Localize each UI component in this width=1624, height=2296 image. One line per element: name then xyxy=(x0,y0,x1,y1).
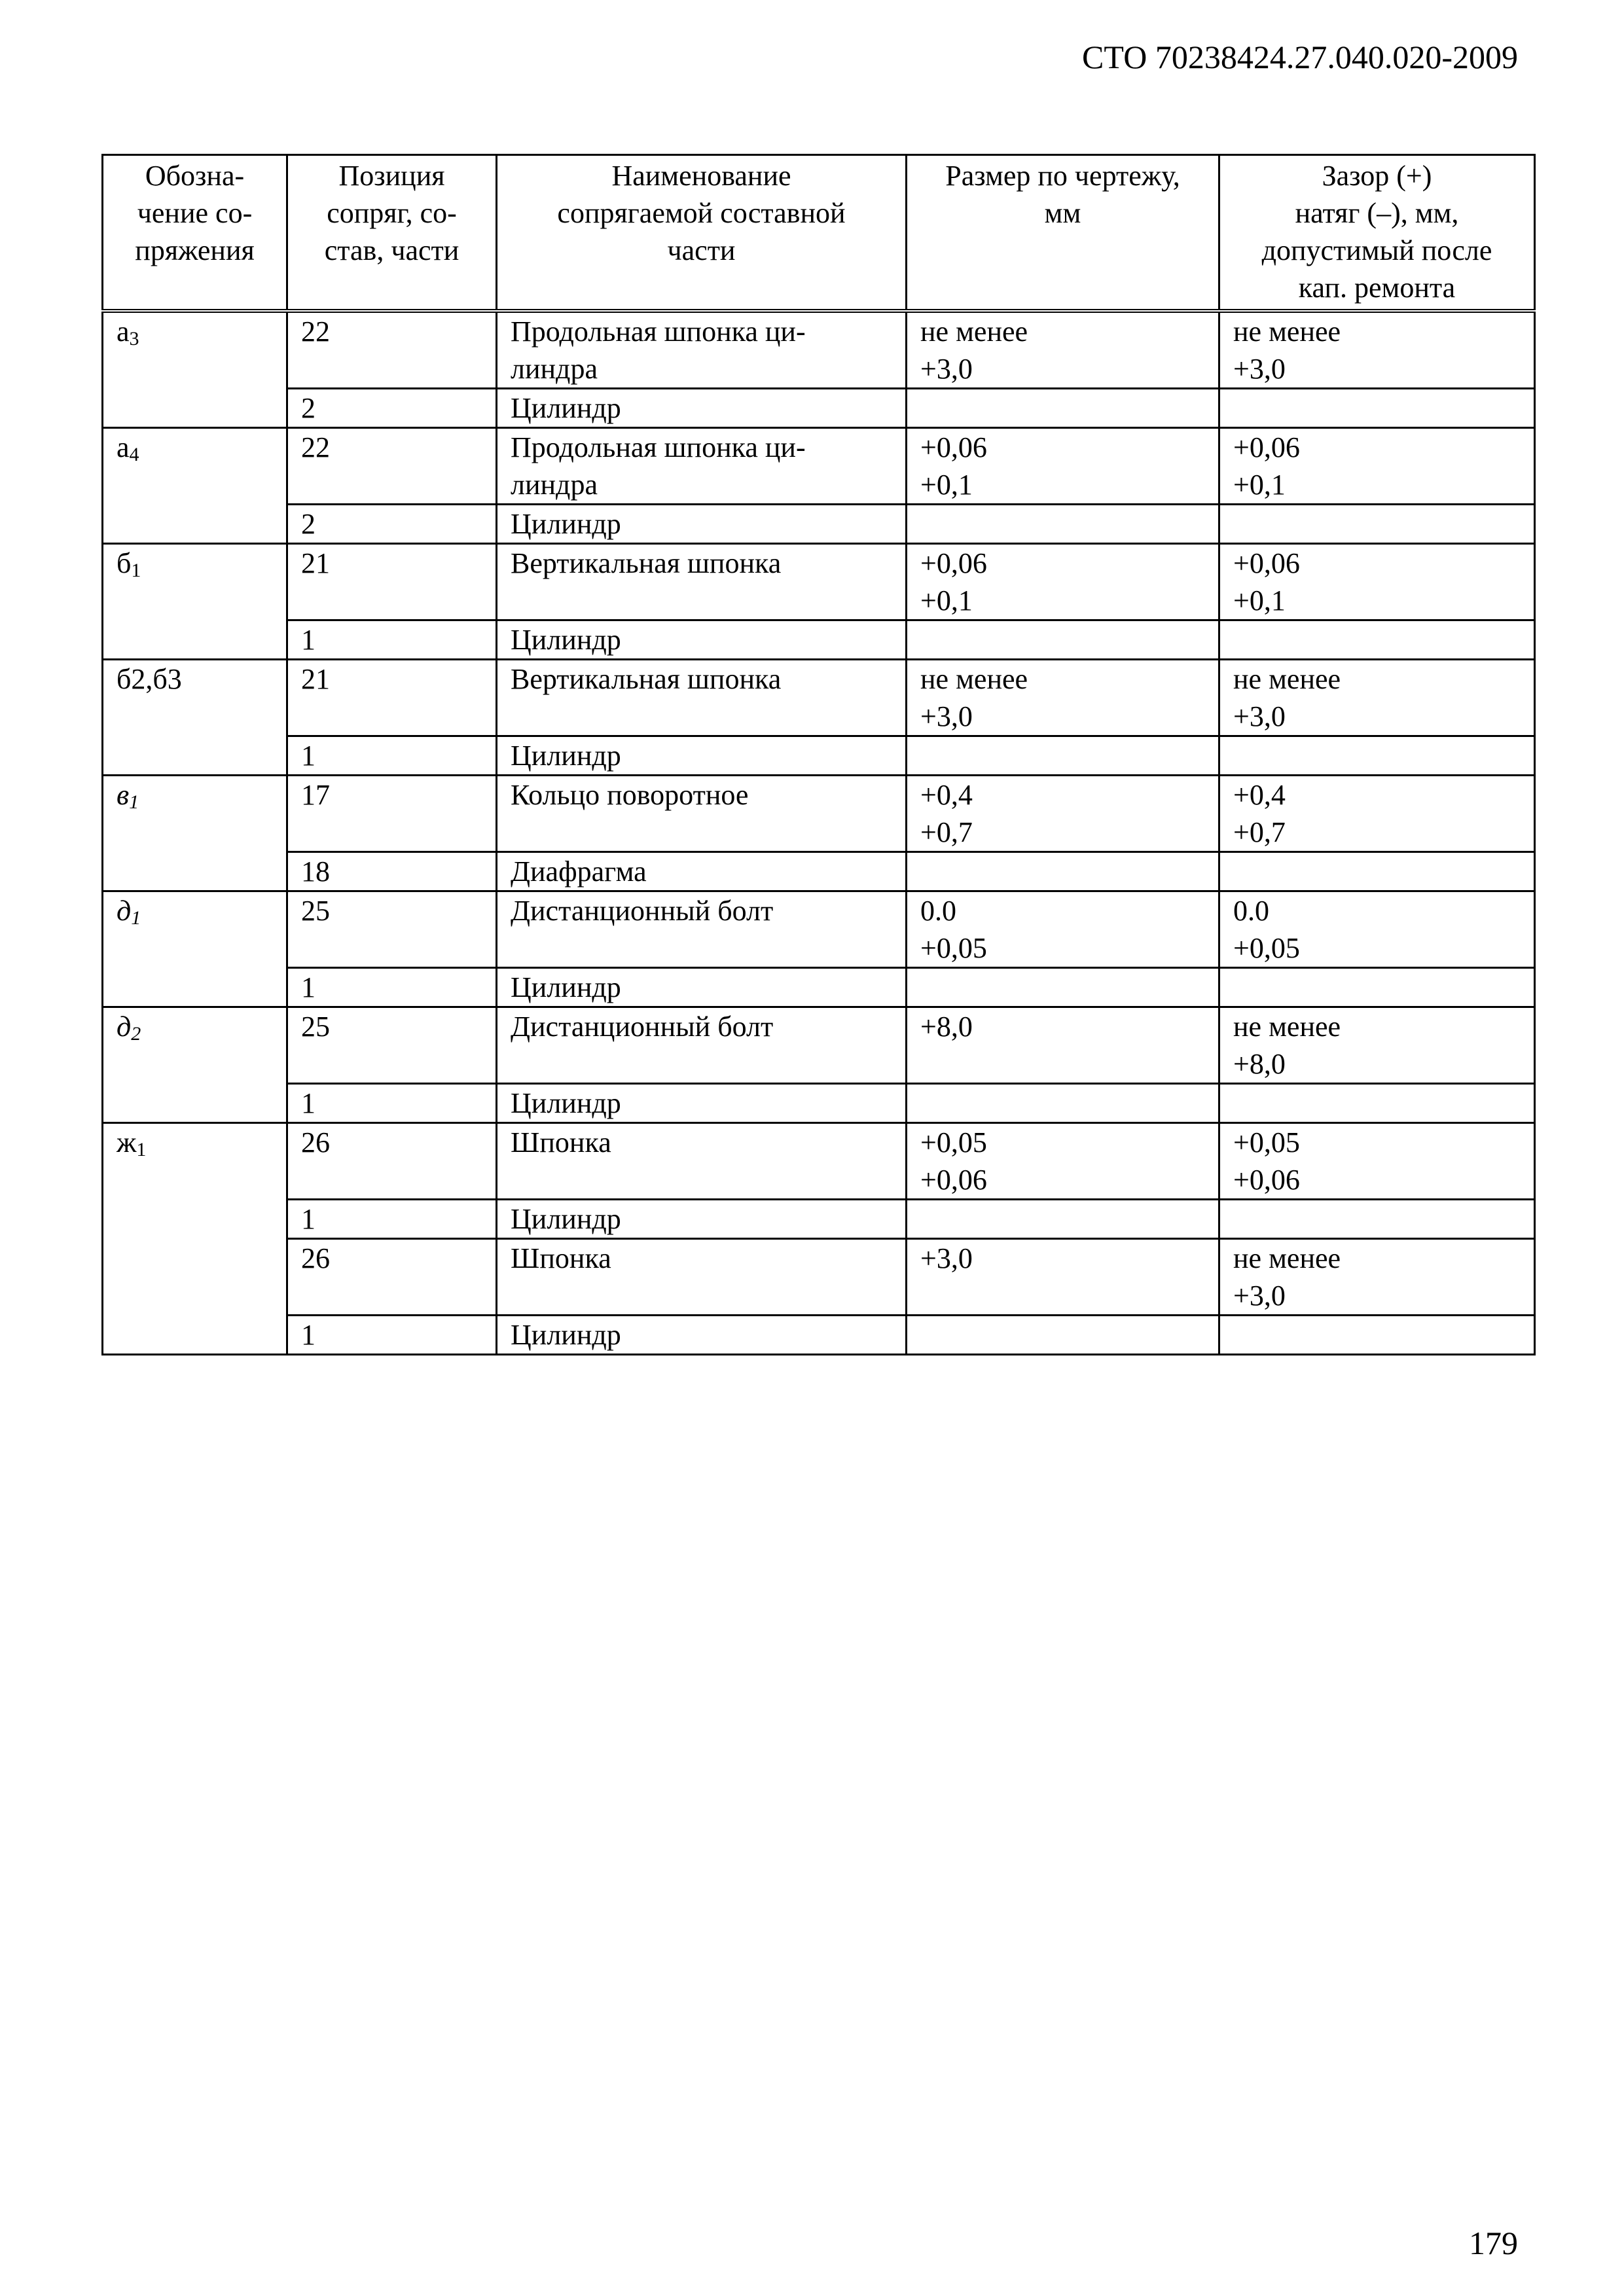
position-cell: 17 xyxy=(287,775,497,852)
drawing-size-cell: +3,0 xyxy=(907,1238,1219,1315)
position-cell: 1 xyxy=(287,967,497,1007)
mating-mark: в xyxy=(117,778,130,811)
position-cell: 18 xyxy=(287,852,497,891)
position-cell: 22 xyxy=(287,427,497,504)
table-row xyxy=(103,427,1535,504)
mating-mark: ж xyxy=(117,1126,137,1158)
position-cell: 2 xyxy=(287,504,497,543)
clearance-cell: не менее +3,0 xyxy=(1219,311,1535,389)
drawing-size-cell: +8,0 xyxy=(907,1007,1219,1083)
position-cell: 21 xyxy=(287,659,497,736)
mating-mark-cell xyxy=(103,775,287,891)
mating-mark-cell xyxy=(103,311,287,428)
clearance-cell xyxy=(1219,388,1535,427)
part-name-cell: Цилиндр xyxy=(497,620,907,659)
position-cell: 21 xyxy=(287,543,497,620)
part-name-cell: Цилиндр xyxy=(497,388,907,427)
clearance-cell: не менее +3,0 xyxy=(1219,659,1535,736)
part-name-cell: Цилиндр xyxy=(497,1083,907,1122)
part-name-cell: Продольная шпонка ци- линдра xyxy=(497,311,907,389)
position-cell: 22 xyxy=(287,311,497,389)
drawing-size-cell xyxy=(907,1315,1219,1354)
clearance-cell: +0,05 +0,06 xyxy=(1219,1122,1535,1199)
part-name-cell: Цилиндр xyxy=(497,736,907,775)
table-row xyxy=(103,852,1535,891)
mating-mark-cell xyxy=(103,659,287,775)
mating-mark: б2,б3 xyxy=(117,662,182,695)
drawing-size-cell: +0,05 +0,06 xyxy=(907,1122,1219,1199)
table-row xyxy=(103,1238,1535,1315)
part-name-cell: Дистанционный болт xyxy=(497,891,907,967)
table-header-row xyxy=(103,155,1535,311)
table-row xyxy=(103,1122,1535,1199)
clearance-cell: не менее +8,0 xyxy=(1219,1007,1535,1083)
column-header-position: Позиция сопряг, со- став, части xyxy=(287,155,497,311)
position-cell: 1 xyxy=(287,620,497,659)
position-cell: 1 xyxy=(287,1083,497,1122)
drawing-size-cell xyxy=(907,1083,1219,1122)
clearance-cell xyxy=(1219,1199,1535,1238)
mating-mark: б xyxy=(117,547,132,579)
part-name-cell: Шпонка xyxy=(497,1122,907,1199)
position-cell: 1 xyxy=(287,1315,497,1354)
column-header-mark: Обозна- чение со- пряжения xyxy=(103,155,287,311)
clearance-cell: +0,4 +0,7 xyxy=(1219,775,1535,852)
part-name-cell: Цилиндр xyxy=(497,1315,907,1354)
drawing-size-cell xyxy=(907,620,1219,659)
mating-mark-subscript: 1 xyxy=(136,1138,147,1160)
part-name-cell: Цилиндр xyxy=(497,967,907,1007)
table-row xyxy=(103,1199,1535,1238)
table-row xyxy=(103,967,1535,1007)
mating-mark: д xyxy=(117,894,132,927)
part-name-cell: Вертикальная шпонка xyxy=(497,659,907,736)
part-name-cell: Диафрагма xyxy=(497,852,907,891)
mating-mark-subscript: 1 xyxy=(131,559,141,581)
mating-mark-subscript: 4 xyxy=(129,443,139,465)
clearance-cell xyxy=(1219,967,1535,1007)
part-name-cell: Шпонка xyxy=(497,1238,907,1315)
document-code: СТО 70238424.27.040.020-2009 xyxy=(1082,39,1518,75)
position-cell: 26 xyxy=(287,1238,497,1315)
table-row xyxy=(103,504,1535,543)
column-header-clearance: Зазор (+) натяг (–), мм, допустимый после кап. ремонта xyxy=(1219,155,1535,311)
clearance-cell xyxy=(1219,852,1535,891)
mating-mark-subscript: 1 xyxy=(129,791,139,813)
mating-mark-cell xyxy=(103,427,287,543)
part-name-cell: Кольцо поворотное xyxy=(497,775,907,852)
drawing-size-cell xyxy=(907,504,1219,543)
table-row xyxy=(103,1007,1535,1083)
clearance-cell xyxy=(1219,1083,1535,1122)
table-row xyxy=(103,388,1535,427)
drawing-size-cell xyxy=(907,388,1219,427)
drawing-size-cell xyxy=(907,852,1219,891)
page-number: 179 xyxy=(1469,2225,1518,2261)
clearance-cell xyxy=(1219,1315,1535,1354)
clearance-cell xyxy=(1219,736,1535,775)
table-row xyxy=(103,311,1535,389)
mating-mark-subscript: 3 xyxy=(129,327,139,350)
table-row xyxy=(103,1083,1535,1122)
mating-mark-subscript: 1 xyxy=(131,906,141,929)
drawing-size-cell xyxy=(907,967,1219,1007)
clearance-cell: +0,06 +0,1 xyxy=(1219,427,1535,504)
mating-mark: а xyxy=(117,431,130,463)
drawing-size-cell: +0,4 +0,7 xyxy=(907,775,1219,852)
part-name-cell: Дистанционный болт xyxy=(497,1007,907,1083)
position-cell: 2 xyxy=(287,388,497,427)
part-name-cell: Продольная шпонка ци- линдра xyxy=(497,427,907,504)
position-cell: 25 xyxy=(287,891,497,967)
table-row xyxy=(103,891,1535,967)
drawing-size-cell: не менее +3,0 xyxy=(907,311,1219,389)
column-header-drawing-size: Размер по чертежу, мм xyxy=(907,155,1219,311)
position-cell: 1 xyxy=(287,1199,497,1238)
mating-mark-subscript: 2 xyxy=(131,1022,141,1045)
clearance-cell: не менее +3,0 xyxy=(1219,1238,1535,1315)
drawing-size-cell xyxy=(907,1199,1219,1238)
drawing-size-cell: +0,06 +0,1 xyxy=(907,427,1219,504)
clearance-cell: 0.0 +0,05 xyxy=(1219,891,1535,967)
mating-mark-cell xyxy=(103,891,287,1007)
table-body xyxy=(103,311,1535,1355)
table-row xyxy=(103,659,1535,736)
mating-mark: д xyxy=(117,1010,132,1043)
mating-mark-cell xyxy=(103,1122,287,1354)
position-cell: 25 xyxy=(287,1007,497,1083)
table-row xyxy=(103,736,1535,775)
clearance-cell: +0,06 +0,1 xyxy=(1219,543,1535,620)
mating-mark-cell xyxy=(103,543,287,659)
drawing-size-cell xyxy=(907,736,1219,775)
clearance-cell xyxy=(1219,620,1535,659)
table-row xyxy=(103,775,1535,852)
mating-mark: а xyxy=(117,315,130,348)
drawing-size-cell: 0.0 +0,05 xyxy=(907,891,1219,967)
drawing-size-cell: не менее +3,0 xyxy=(907,659,1219,736)
mating-parts-table xyxy=(101,154,1536,1355)
mating-mark-cell xyxy=(103,1007,287,1122)
table-row xyxy=(103,543,1535,620)
table-row xyxy=(103,1315,1535,1354)
position-cell: 26 xyxy=(287,1122,497,1199)
position-cell: 1 xyxy=(287,736,497,775)
drawing-size-cell: +0,06 +0,1 xyxy=(907,543,1219,620)
table-row xyxy=(103,620,1535,659)
column-header-part-name: Наименование сопрягаемой составной части xyxy=(497,155,907,311)
part-name-cell: Цилиндр xyxy=(497,1199,907,1238)
part-name-cell: Вертикальная шпонка xyxy=(497,543,907,620)
part-name-cell: Цилиндр xyxy=(497,504,907,543)
clearance-cell xyxy=(1219,504,1535,543)
